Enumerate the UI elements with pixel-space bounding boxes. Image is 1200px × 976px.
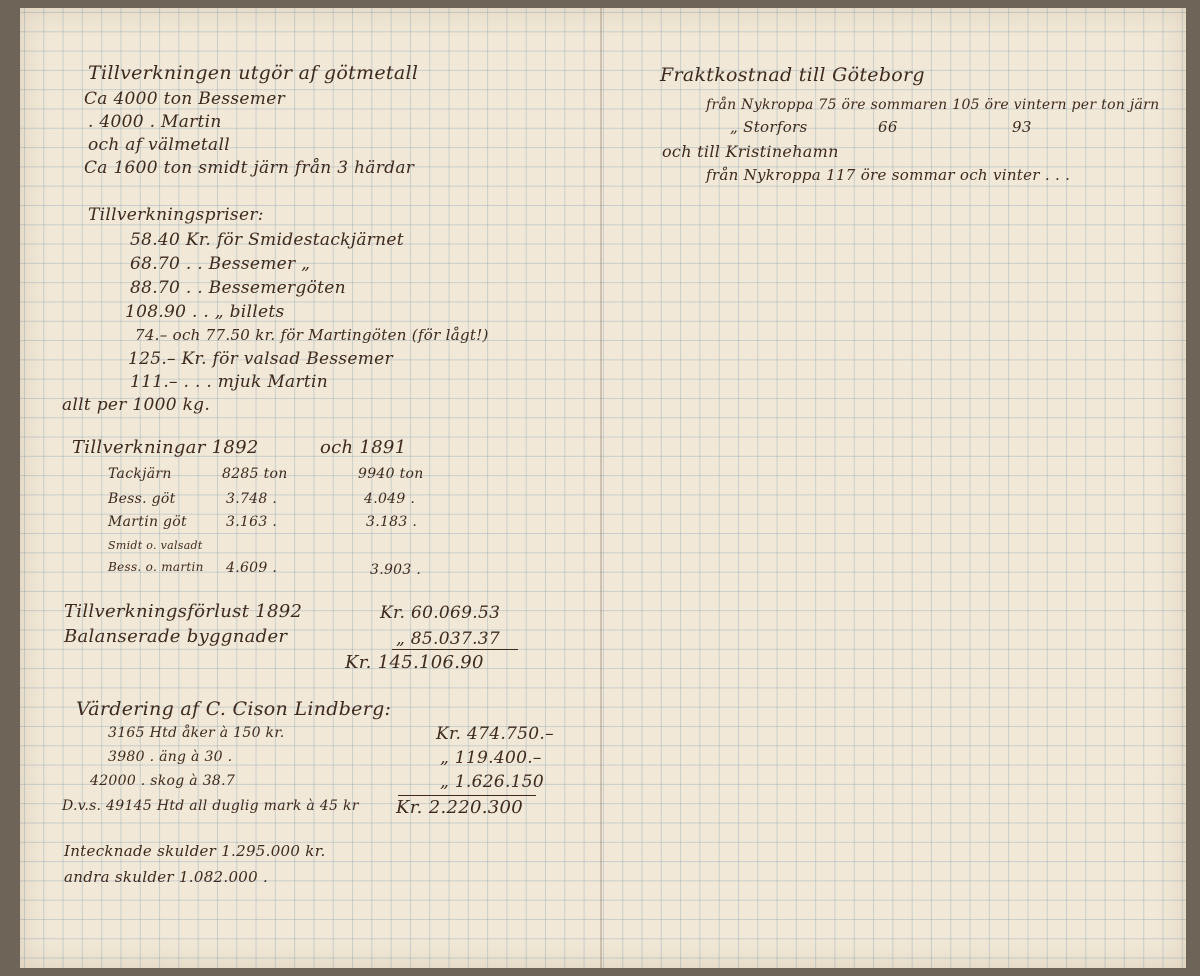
production-1891: 3.183 .	[366, 514, 418, 530]
production-1891: 4.049 .	[364, 491, 416, 507]
production-label: Martin göt	[108, 514, 187, 530]
valuation-line: 42000 . skog à 38.7	[90, 773, 236, 789]
valuation-total-value: Kr. 2.220.300	[396, 797, 524, 818]
freight-kristinehamn: och till Kristinehamn	[662, 142, 839, 161]
valuation-total-text: D.v.s. 49145 Htd all duglig mark à 45 kr	[62, 798, 359, 814]
loss-label: Tillverkningsförlust 1892	[64, 601, 303, 622]
valuation-line: 3980 . äng à 30 .	[108, 749, 233, 765]
freight-storfors-place: „ Storfors	[730, 118, 808, 136]
buildings-label: Balanserade byggnader	[64, 626, 288, 647]
valuation-line: 3165 Htd åker à 150 kr.	[108, 725, 285, 741]
smidt-line: Ca 1600 ton smidt järn från 3 härdar	[84, 158, 415, 178]
production-label: Tackjärn	[108, 466, 172, 482]
production-1892: 3.163 .	[226, 514, 278, 530]
freight-line-kristinehamn: från Nykroppa 117 öre sommar och vinter . . .	[706, 166, 1071, 184]
production-1892: 8285 ton	[222, 466, 288, 482]
bessemer-line: Ca 4000 ton Bessemer	[84, 89, 286, 109]
production-1892: 4.609 .	[226, 560, 278, 576]
production-label: Bess. o. martin	[108, 560, 204, 574]
prices-unit: allt per 1000 kg.	[62, 395, 211, 415]
other-debts: andra skulder 1.082.000 .	[64, 868, 269, 886]
martin-line: . 4000 . Martin	[88, 112, 222, 132]
production-table-heading-1892: Tillverkningar 1892	[72, 437, 259, 458]
valuation-value: Kr. 474.750.–	[436, 724, 554, 744]
mortgage-debts: Intecknade skulder 1.295.000 kr.	[64, 842, 326, 860]
price-line: 111.– . . . mjuk Martin	[130, 372, 329, 392]
production-1891: 3.903 .	[370, 562, 422, 578]
valuation-value: „ 1.626.150	[440, 772, 545, 792]
production-label: Bess. göt	[108, 491, 176, 507]
valuation-value: „ 119.400.–	[440, 748, 542, 768]
loss-value: Kr. 60.069.53	[380, 603, 501, 623]
sum-rule	[392, 649, 518, 650]
freight-heading: Fraktkostnad till Göteborg	[660, 64, 925, 86]
price-line: 108.90 . . „ billets	[125, 302, 285, 322]
freight-line-nykroppa: från Nykroppa 75 öre sommaren 105 öre vintern per ton järn	[706, 97, 1160, 113]
production-1892: 3.748 .	[226, 491, 278, 507]
price-line: 125.– Kr. för valsad Bessemer	[128, 349, 393, 369]
prices-heading: Tillverkningspriser:	[88, 205, 264, 225]
valuation-heading: Värdering af C. Cison Lindberg:	[76, 698, 392, 720]
page-fold	[600, 8, 602, 968]
freight-storfors-summer: 66	[878, 118, 898, 136]
sum-rule	[398, 795, 536, 796]
loss-total: Kr. 145.106.90	[345, 652, 484, 673]
production-table-heading-1891: och 1891	[320, 437, 407, 458]
price-line: 68.70 . . Bessemer „	[130, 254, 311, 274]
valsmetall-line: och af välmetall	[88, 135, 230, 155]
price-line: 88.70 . . Bessemergöten	[130, 278, 346, 298]
production-label: Smidt o. valsadt	[108, 539, 203, 552]
buildings-value: „ 85.037.37	[396, 629, 501, 649]
freight-storfors-winter: 93	[1012, 118, 1032, 136]
price-line: 58.40 Kr. för Smidestackjärnet	[130, 230, 404, 250]
production-1891: 9940 ton	[358, 466, 424, 482]
production-heading: Tillverkningen utgör af götmetall	[88, 62, 419, 84]
price-line: 74.– och 77.50 kr. för Martingöten (för lågt!)	[135, 326, 489, 344]
